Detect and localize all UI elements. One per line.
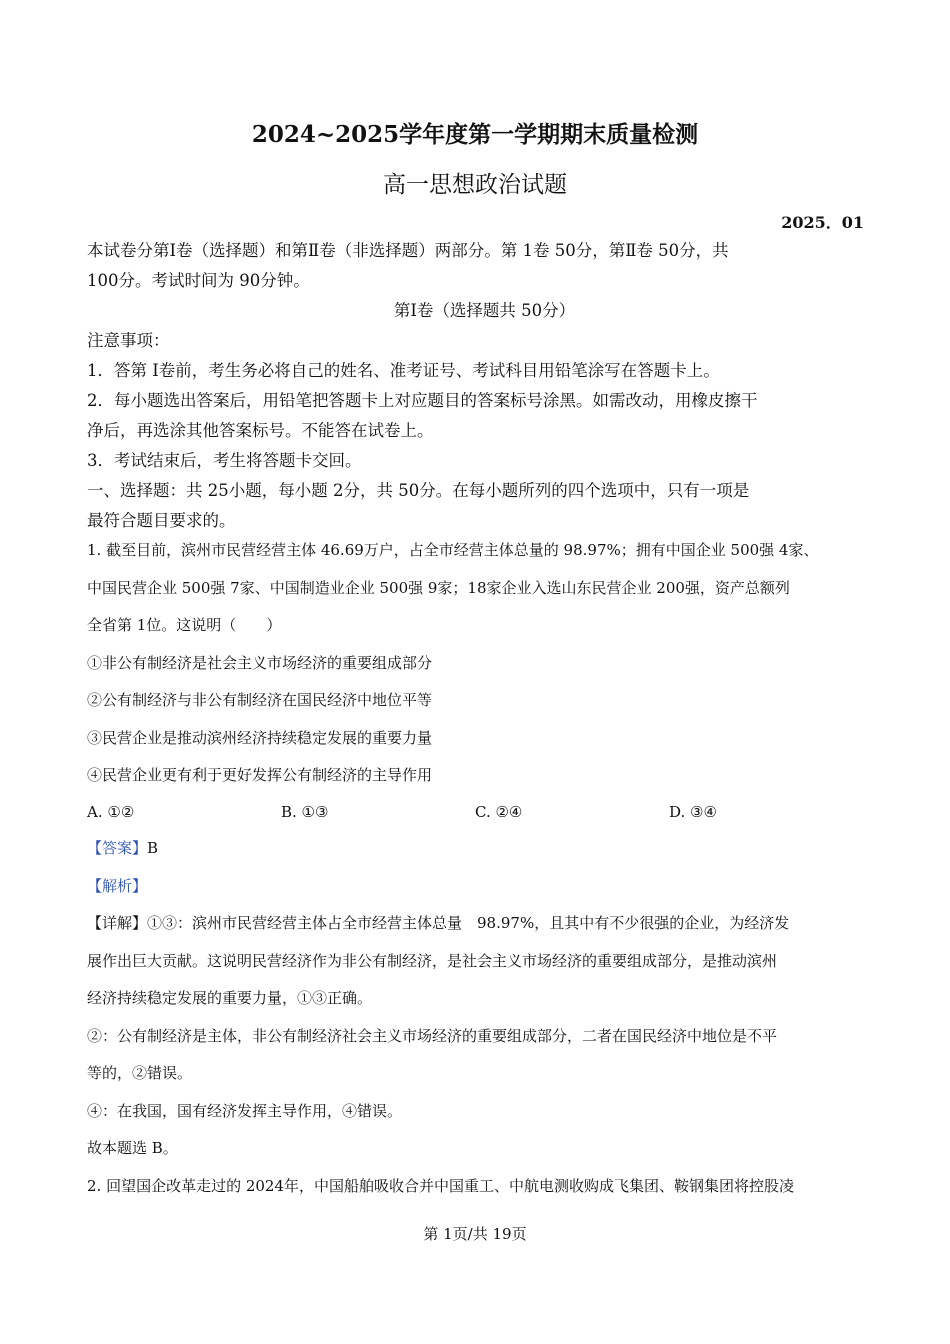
detail-line-5: 等的，②错误。: [87, 1064, 193, 1082]
q2-stem-line-1: 2. 回望国企改革走过的 2024年，中国船舶吸收合并中国重工、中航电测收购成飞集团、鞍钢集团将控股凌: [87, 1176, 795, 1195]
detail-line-3: 经济持续稳定发展的重要力量，①③正确。: [87, 989, 373, 1007]
analysis-tag: 【解析】: [87, 876, 148, 895]
detail-line-2: 展作出巨大贡献。这说明民营经济作为非公有制经济，是社会主义市场经济的重要组成部分，是推动滨州: [87, 951, 778, 970]
q1-item-1: ①非公有制经济是社会主义市场经济的重要组成部分: [87, 653, 433, 672]
intro-line-1: 本试卷分第Ⅰ卷（选择题）和第Ⅱ卷（非选择题）两部分。第 1卷 50分，第Ⅱ卷 50分，共: [87, 241, 729, 260]
part-one-line-2: 最符合题目要求的。: [87, 511, 236, 530]
exam-intro: [87, 236, 882, 536]
q1-item-2: ②公有制经济与非公有制经济在国民经济中地位平等: [87, 691, 433, 709]
q1-stem-line-1: 1. 截至目前，滨州市民营经营主体 46.69万户，占全市经营主体总量的 98.97%；拥有中国企业 500强 4家、: [87, 541, 819, 559]
detail-line-4: ②：公有制经济是主体，非公有制经济社会主义市场经济的重要组成部分，二者在国民经济中地位是不平: [87, 1026, 778, 1045]
q1-item-4: ④民营企业更有利于更好发挥公有制经济的主导作用: [87, 766, 433, 784]
exam-title: 2024~2025学年度第一学期期末质量检测: [251, 121, 699, 148]
question-1-stem: [87, 532, 882, 795]
q1-option-d: D. ③④: [669, 803, 717, 821]
q1-stem-line-3: 全省第 1位。这说明（ ）: [87, 616, 282, 634]
q1-item-3: ③民营企业是推动滨州经济持续稳定发展的重要力量: [87, 728, 433, 747]
exam-subtitle: 高一思想政治试题: [383, 172, 567, 198]
section-title: 第Ⅰ卷（选择题共 50分）: [393, 301, 576, 320]
page-footer: 第 1页/共 19页: [423, 1225, 527, 1243]
q1-stem-line-2: 中国民营企业 500强 7家、中国制造业企业 500强 9家；18家企业入选山东民营企业 200强，资产总额列: [87, 578, 790, 597]
q1-options: [87, 797, 882, 827]
q1-option-b: B. ①③: [281, 803, 329, 821]
conclusion-line: 故本题选 B。: [87, 1139, 178, 1157]
note-1: 1．答第 Ⅰ卷前，考生务必将自己的姓名、准考证号、考试科目用铅笔涂写在答题卡上。: [87, 361, 720, 380]
detail-tag: 【详解】: [87, 914, 148, 932]
exam-date: 2025．01: [781, 213, 864, 232]
detail-text-1: ①③：滨州市民营经营主体占全市经营主体总量 98.97%，且其中有不少很强的企业，为经济发: [147, 914, 790, 932]
notes-label: 注意事项：: [87, 331, 170, 350]
q1-explanation: [87, 830, 882, 1205]
detail-line-6: ④：在我国，国有经济发挥主导作用，④错误。: [87, 1101, 403, 1120]
detail-line-1: [87, 905, 882, 943]
answer-value: B: [147, 839, 159, 857]
q1-option-c: C. ②④: [475, 803, 523, 821]
note-3: 3．考试结束后，考生将答题卡交回。: [87, 451, 362, 470]
q1-option-a: A. ①②: [87, 803, 135, 821]
note-2b: 净后，再选涂其他答案标号。不能答在试卷上。: [87, 421, 434, 440]
q1-answer-line: [87, 830, 882, 868]
answer-tag: 【答案】: [87, 839, 148, 857]
part-one-line-1: 一、选择题：共 25小题，每小题 2分，共 50分。在每小题所列的四个选项中，只有一项是: [87, 481, 750, 500]
intro-line-2: 100分。考试时间为 90分钟。: [87, 271, 310, 290]
note-2a: 2．每小题选出答案后，用铅笔把答题卡上对应题目的答案标号涂黑。如需改动，用橡皮擦干: [87, 391, 758, 410]
